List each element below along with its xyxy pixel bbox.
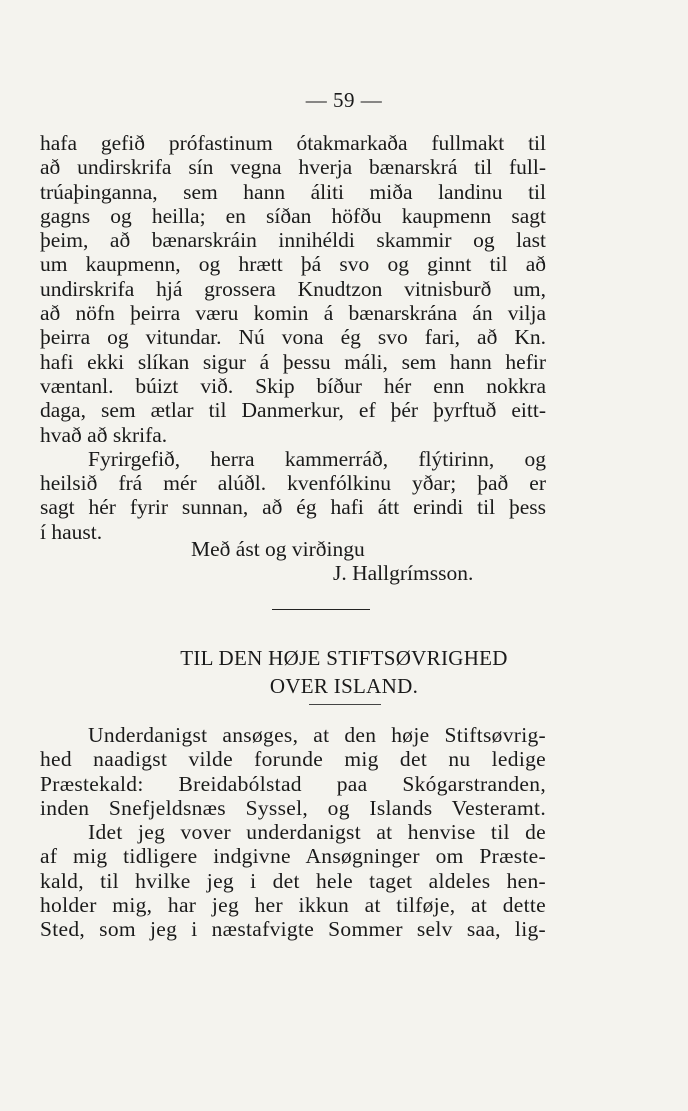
page-number: — 59 — [305, 88, 383, 112]
text-line: væntanl. búizt við. Skip bíður hér enn nokkra [40, 373, 546, 398]
text-line: hvað að skrifa. [40, 422, 168, 447]
text-line: að nöfn þeirra væru komin á bænarskrána án vilja [40, 301, 546, 326]
letter-signature: J. Hallgrímsson. [333, 561, 474, 585]
text-line: inden Snefjeldsnæs Syssel, og Islands Vesteramt. [40, 795, 546, 820]
petition-body [40, 723, 546, 942]
text-line: trúaþinganna, sem hann áliti miða landinu til [40, 179, 546, 204]
text-line: heilsið frá mér alúðl. kvenfólkinu yðar; það er [40, 471, 546, 496]
text-line: Idet jeg vover underdanigst at henvise til de [88, 820, 546, 845]
text-line: að undirskrifa sín vegna hverja bænarskrá til full- [40, 155, 546, 180]
text-line: kald, til hvilke jeg i det hele taget aldeles hen- [40, 868, 546, 893]
text-line: Sted, som jeg i næstafvigte Sommer selv saa, lig- [40, 917, 546, 942]
text-line: um kaupmenn, og hrætt þá svo og ginnt til að [40, 252, 546, 277]
text-line: Underdanigst ansøges, at den høje Stiftsøvrig- [88, 723, 546, 747]
text-line: hafi ekki slíkan sigur á þessu máli, sem hann hefir [40, 349, 546, 374]
text-line: holder mig, har jeg her ikkun at tilføje, at dette [40, 893, 546, 918]
text-line: í haust. [40, 519, 103, 544]
text-line: sagt hér fyrir sunnan, að ég hafi átt erindi til þess [40, 495, 546, 520]
text-line: gagns og heilla; en síðan höfðu kaupmenn sagt [40, 203, 546, 228]
petition-heading-line2: OVER ISLAND. [269, 674, 419, 698]
letter-body [40, 131, 546, 544]
letter-closing: Með ást og virðingu [191, 537, 365, 561]
section-divider [272, 609, 370, 610]
text-line: af mig tidligere indgivne Ansøgninger om Præste- [40, 844, 546, 869]
text-line: undirskrifa hjá grossera Knudtzon vitnisburð um, [40, 276, 546, 301]
petition-heading-line1: TIL DEN HØJE STIFTSØVRIGHED [180, 646, 508, 670]
heading-underline [309, 704, 381, 705]
text-line: daga, sem ætlar til Danmerkur, ef þér þyrftuð eitt- [40, 398, 546, 423]
text-line: Fyrirgefið, herra kammerráð, flýtirinn, og [88, 446, 546, 471]
text-line: hafa gefið prófastinum ótakmarkaða fullmakt til [40, 131, 546, 155]
text-line: þeim, að bænarskráin innihéldi skammir og last [40, 228, 546, 253]
text-line: Præstekald: Breidabólstad paa Skógarstranden, [40, 771, 546, 796]
text-line: hed naadigst vilde forunde mig det nu ledige [40, 747, 546, 772]
text-line: þeirra og vitundar. Nú vona ég svo fari, að Kn. [40, 325, 546, 350]
